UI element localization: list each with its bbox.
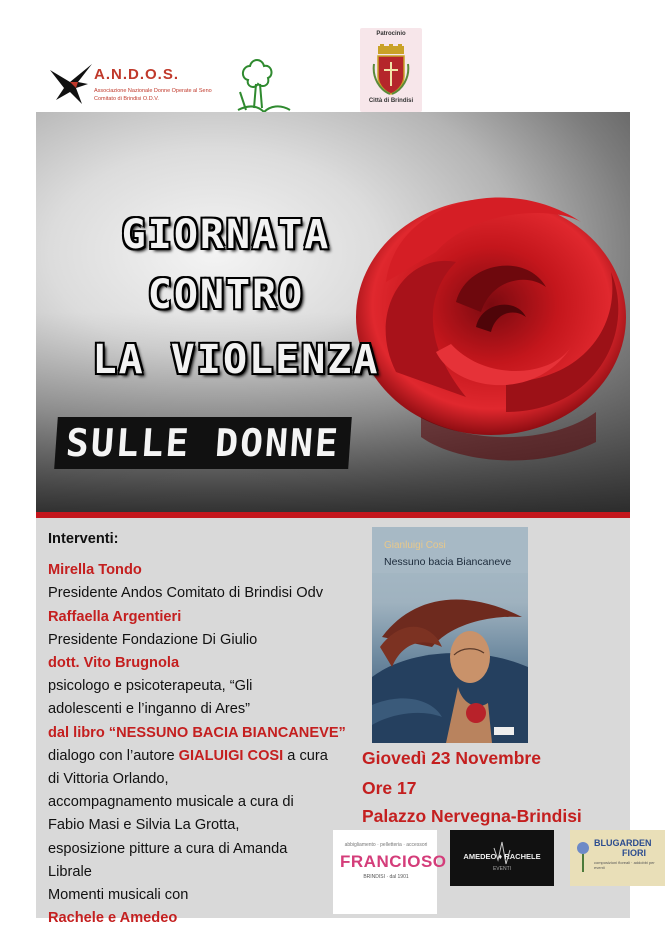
- event-time: Ore 17: [362, 778, 417, 798]
- program-heading: Interventi:: [48, 531, 119, 547]
- program-line: Librale: [48, 863, 92, 880]
- program-line: accompagnamento musicale a cura di: [48, 794, 294, 811]
- banner-title-line-1: GIORNATA: [121, 212, 331, 258]
- banner-title-line-3: LA VIOLENZA: [92, 337, 380, 383]
- speaker-role: Presidente Fondazione Di Giulio: [48, 631, 258, 648]
- andos-title: A.N.D.O.S.: [94, 66, 180, 83]
- program-line: Momenti musicali con: [48, 887, 189, 904]
- sponsor-amedeo-sub: EVENTI: [492, 866, 512, 872]
- andos-subtitle: Associazione Nazionale Donne Operate al Seno: [94, 88, 212, 94]
- speaker-role: Presidente Andos Comitato di Brindisi Odv: [48, 585, 323, 602]
- book-reference: dal libro “NESSUNO BACIA BIANCANEVE”: [48, 724, 346, 741]
- citta-label: Città di Brindisi: [368, 98, 414, 104]
- banner-image: [36, 112, 630, 512]
- program-text: dialogo con l’autore: [48, 747, 179, 764]
- sponsor-francioso-tagline: abbigliamento · pelletteria · accessori: [344, 842, 428, 848]
- speaker-name: dott. Vito Brugnola: [48, 655, 180, 672]
- sponsor-francioso-name: FRANCIOSO: [340, 852, 447, 871]
- swallow-icon: [48, 60, 96, 112]
- tree-logo-icon: [236, 56, 292, 116]
- book-title: Nessuno bacia Biancaneve: [384, 556, 512, 568]
- author-name: GIALUIGI COSI: [178, 747, 284, 764]
- program-line: Fabio Masi e Silvia La Grotta,: [48, 817, 240, 834]
- program-line: [48, 745, 368, 768]
- book-author: Gianluigi Cosi: [384, 540, 446, 551]
- speaker-role: psicologo e psicoterapeuta, “Gli: [48, 678, 253, 695]
- sponsor-blugarden-name: [594, 838, 652, 858]
- sponsor-blugarden-line1: BLUGARDEN: [594, 838, 652, 848]
- speaker-name: Raffaella Argentieri: [48, 608, 182, 625]
- andos-subtitle-2: Comitato di Brindisi O.D.V.: [94, 96, 159, 102]
- sponsor-blugarden-line2: FIORI: [622, 848, 646, 858]
- speaker-name: Mirella Tondo: [48, 562, 142, 579]
- sponsor-francioso-sub: BRINDISI · dal 1901: [363, 874, 409, 880]
- program-line: di Vittoria Orlando,: [48, 771, 169, 788]
- city-crest-icon: [372, 44, 410, 96]
- flower-icon: [574, 840, 592, 874]
- performers: Rachele e Amedeo: [48, 910, 178, 927]
- sponsor-amedeo-name: AMEDEO ♦ RACHELE: [463, 852, 541, 861]
- program-line: esposizione pitture a cura di Amanda: [48, 840, 288, 857]
- event-date: Giovedì 23 Novembre: [362, 748, 541, 768]
- speaker-topic: adolescenti e l’inganno di Ares”: [48, 701, 251, 718]
- event-place: Palazzo Nervegna-Brindisi: [362, 806, 582, 826]
- program-list: [48, 528, 368, 930]
- banner-title-line-4: SULLE DONNE: [54, 417, 351, 469]
- program-text: a cura: [283, 747, 328, 764]
- banner-title-line-2: CONTRO: [147, 272, 305, 318]
- sponsor-blugarden-sub: composizioni floreali · addobbi per eventi: [594, 860, 655, 870]
- patrocinio-label: Patrocinio: [376, 31, 406, 37]
